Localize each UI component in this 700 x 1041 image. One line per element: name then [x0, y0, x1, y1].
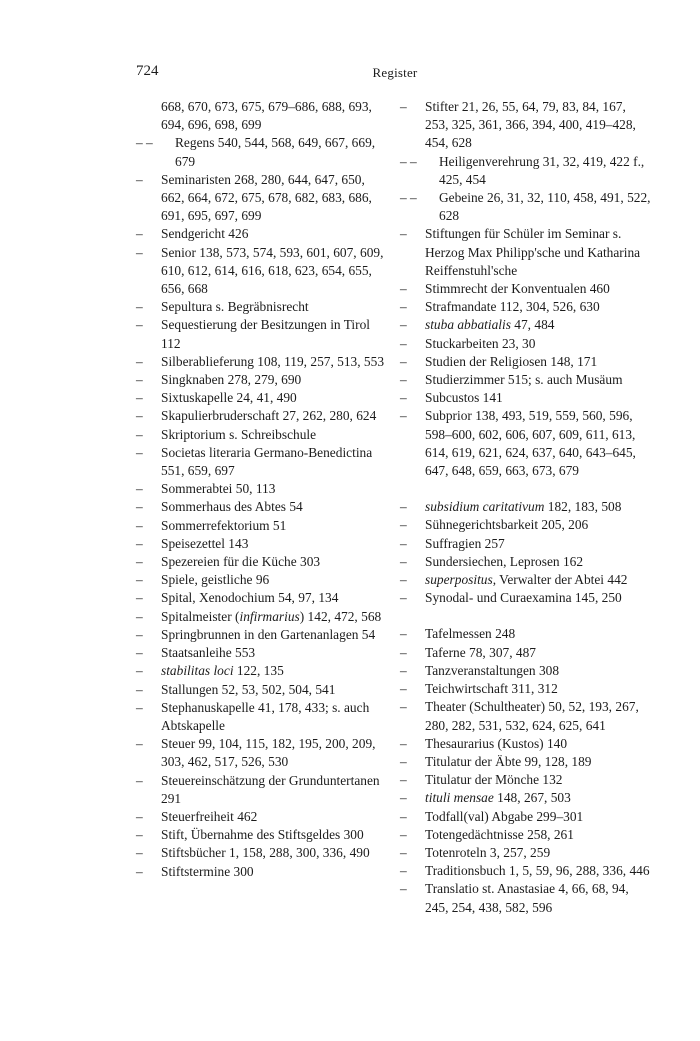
- index-entry: [136, 444, 388, 480]
- index-entry: [136, 681, 388, 699]
- index-entry: [136, 171, 388, 226]
- entry-text: Spital, Xenodochium 54, 97, 134: [161, 590, 339, 606]
- index-entry: [136, 626, 388, 644]
- entry-dash: –: [400, 790, 407, 806]
- entry-dash: –: [400, 517, 407, 533]
- entry-dash: –: [136, 244, 143, 260]
- index-entry: [136, 863, 388, 881]
- entry-text: Stiftungen für Schüler im Seminar s. Herzog Max Philipp'sche und Katharina Reiffenstuhl'sche: [425, 226, 641, 278]
- entry-text: Stimmrecht der Konventualen 460: [425, 281, 610, 297]
- entry-dash: –: [136, 444, 143, 460]
- entry-dash: –: [400, 681, 407, 697]
- index-entry: [136, 772, 388, 808]
- entry-text: Stifter 21, 26, 55, 64, 79, 83, 84, 167, 253, 325, 361, 366, 394, 400, 419–428, 454, 628: [425, 99, 636, 151]
- running-head: Register: [372, 65, 418, 80]
- entry-dash: –: [136, 517, 143, 533]
- index-column-right: [400, 98, 652, 917]
- index-entry: [400, 625, 652, 643]
- entry-text: Gebeine 26, 31, 32, 110, 458, 491, 522, 628: [439, 190, 651, 224]
- entry-text: 668, 670, 673, 675, 679–686, 688, 693, 694, 696, 698, 699: [161, 99, 372, 133]
- index-entry: [400, 589, 652, 607]
- index-entry: [136, 480, 388, 498]
- entry-text: Stiftsbücher 1, 158, 288, 300, 336, 490: [161, 845, 370, 861]
- index-entry: [400, 298, 652, 316]
- entry-dash: –: [400, 644, 407, 660]
- entry-text: Senior 138, 573, 574, 593, 601, 607, 609, 610, 612, 614, 616, 618, 623, 654, 655, 656, 668: [161, 244, 384, 297]
- entry-dash: –: [136, 590, 143, 606]
- entry-text: Stift, Übernahme des Stiftsgeldes 300: [161, 827, 364, 843]
- index-entry: [400, 862, 652, 880]
- index-entry: [400, 826, 652, 844]
- entry-dash: –: [400, 317, 407, 333]
- entry-dash: –: [136, 426, 143, 442]
- entry-text: Totenroteln 3, 257, 259: [425, 844, 551, 860]
- index-entry: [136, 608, 388, 626]
- entry-text: stabilitas loci 122, 135: [161, 663, 284, 679]
- index-entry: [136, 662, 388, 680]
- entry-dash: –: [136, 845, 143, 861]
- entry-text: Synodal- und Curaexamina 145, 250: [425, 590, 622, 606]
- index-entry: [136, 371, 388, 389]
- entry-text: Sommerabtei 50, 113: [161, 481, 276, 497]
- entry-dash: – –: [400, 190, 417, 206]
- entry-dash: –: [400, 590, 407, 606]
- entry-text: Springbrunnen in den Gartenanlagen 54: [161, 626, 376, 642]
- entry-dash: –: [400, 808, 407, 824]
- entry-dash: –: [136, 827, 143, 843]
- index-entry: [400, 698, 652, 734]
- index-entry: [400, 753, 652, 771]
- entry-text: Suffragien 257: [425, 535, 505, 551]
- entry-text: Sommerhaus des Abtes 54: [161, 499, 303, 515]
- entry-dash: –: [400, 772, 407, 788]
- entry-text: Stuckarbeiten 23, 30: [425, 335, 536, 351]
- entry-text: Sequestierung der Besitzungen in Tirol 112: [161, 317, 371, 351]
- entry-text: Steuereinschätzung der Grunduntertanen 291: [161, 772, 380, 806]
- index-entry: [136, 589, 388, 607]
- entry-text: Spezereien für die Küche 303: [161, 554, 321, 570]
- index-entry: [400, 808, 652, 826]
- entry-text: Titulatur der Mönche 132: [425, 772, 563, 788]
- entry-text: Sommerrefektorium 51: [161, 517, 287, 533]
- index-entry: [136, 517, 388, 535]
- index-entry: [400, 335, 652, 353]
- entry-text: Teichwirtschaft 311, 312: [425, 681, 558, 697]
- entry-dash: –: [400, 499, 407, 515]
- entry-dash: –: [400, 844, 407, 860]
- index-entry: [400, 153, 652, 189]
- entry-dash: –: [400, 863, 407, 879]
- entry-text: Skriptorium s. Schreibschule: [161, 426, 317, 442]
- entry-dash: –: [136, 317, 143, 333]
- entry-text: Sixtuskapelle 24, 41, 490: [161, 390, 297, 406]
- entry-gap: [400, 480, 652, 498]
- entry-text: Strafmandate 112, 304, 526, 630: [425, 299, 600, 315]
- entry-text: Staatsanleihe 553: [161, 645, 256, 661]
- entry-dash: –: [136, 390, 143, 406]
- entry-text: Todfall(val) Abgabe 299–301: [425, 808, 584, 824]
- entry-text: Translatio st. Anastasiae 4, 66, 68, 94, 245, 254, 438, 582, 596: [425, 881, 629, 915]
- entry-text: Subcustos 141: [425, 390, 503, 406]
- entry-text: Steuerfreiheit 462: [161, 808, 258, 824]
- index-entry: [400, 389, 652, 407]
- entry-text: Spiele, geistliche 96: [161, 572, 270, 588]
- entry-dash: –: [136, 481, 143, 497]
- entry-dash: –: [400, 699, 407, 715]
- entry-text: Sepultura s. Begräbnisrecht: [161, 299, 309, 315]
- index-entry: [136, 426, 388, 444]
- entry-dash: – –: [136, 135, 153, 151]
- entry-text: Spitalmeister (infirmarius) 142, 472, 568: [161, 608, 382, 624]
- entry-dash: –: [400, 390, 407, 406]
- entry-text: Theater (Schultheater) 50, 52, 193, 267, 280, 282, 531, 532, 624, 625, 641: [425, 699, 639, 733]
- index-entry: [400, 844, 652, 862]
- entry-text: Tanzveranstaltungen 308: [425, 662, 560, 678]
- entry-dash: –: [136, 699, 143, 715]
- entry-text: Singknaben 278, 279, 690: [161, 372, 302, 388]
- index-entry: [400, 316, 652, 334]
- entry-dash: –: [136, 663, 143, 679]
- index-entry: [400, 662, 652, 680]
- entry-dash: –: [136, 535, 143, 551]
- index-entry: [400, 535, 652, 553]
- entry-dash: –: [400, 335, 407, 351]
- index-entry: [136, 571, 388, 589]
- index-entry: [400, 553, 652, 571]
- entry-dash: –: [136, 554, 143, 570]
- index-entry: [136, 316, 388, 352]
- index-entry: [136, 353, 388, 371]
- entry-gap: [400, 607, 652, 625]
- entry-dash: –: [136, 408, 143, 424]
- entry-dash: –: [136, 645, 143, 661]
- index-entry: [136, 244, 388, 299]
- entry-text: Stephanuskapelle 41, 178, 433; s. auch Abtskapelle: [161, 699, 370, 733]
- entry-dash: –: [136, 299, 143, 315]
- entry-dash: –: [136, 863, 143, 879]
- entry-text: Silberablieferung 108, 119, 257, 513, 553: [161, 353, 385, 369]
- index-entry: [136, 134, 388, 170]
- entry-text: Skapulierbruderschaft 27, 262, 280, 624: [161, 408, 377, 424]
- entry-text: superpositus, Verwalter der Abtei 442: [425, 572, 628, 588]
- entry-dash: –: [400, 299, 407, 315]
- index-entry: [400, 771, 652, 789]
- entry-dash: –: [136, 499, 143, 515]
- entry-text: subsidium caritativum 182, 183, 508: [425, 499, 622, 515]
- entry-dash: –: [400, 662, 407, 678]
- entry-dash: –: [136, 353, 143, 369]
- entry-text: Stiftstermine 300: [161, 863, 254, 879]
- index-entry: [136, 225, 388, 243]
- entry-text: Sühnegerichtsbarkeit 205, 206: [425, 517, 589, 533]
- index-entry: [400, 516, 652, 534]
- index-column-left: [136, 98, 388, 881]
- index-entry: [400, 189, 652, 225]
- entry-text: Studierzimmer 515; s. auch Musäum: [425, 372, 623, 388]
- index-entry: [400, 98, 652, 153]
- index-entry: [136, 644, 388, 662]
- entry-text: stuba abbatialis 47, 484: [425, 317, 555, 333]
- index-entry: [136, 699, 388, 735]
- index-entry: [400, 280, 652, 298]
- entry-dash: –: [400, 535, 407, 551]
- entry-dash: –: [136, 772, 143, 788]
- entry-dash: –: [400, 553, 407, 569]
- index-entry: [400, 407, 652, 480]
- index-entry: [136, 407, 388, 425]
- entry-dash: –: [136, 171, 143, 187]
- page-number: 724: [136, 63, 159, 79]
- entry-dash: –: [400, 826, 407, 842]
- entry-dash: –: [400, 281, 407, 297]
- index-entry: [400, 371, 652, 389]
- index-entry: [136, 826, 388, 844]
- entry-text: Steuer 99, 104, 115, 182, 195, 200, 209, 303, 462, 517, 526, 530: [161, 736, 376, 770]
- index-entry: [136, 389, 388, 407]
- entry-dash: –: [136, 372, 143, 388]
- entry-dash: –: [136, 608, 143, 624]
- index-entry: [400, 644, 652, 662]
- entry-text: Taferne 78, 307, 487: [425, 644, 536, 660]
- entry-text: Traditionsbuch 1, 5, 59, 96, 288, 336, 446: [425, 863, 650, 879]
- index-entry: [136, 98, 388, 134]
- entry-dash: – –: [400, 153, 417, 169]
- entry-text: Sundersiechen, Leprosen 162: [425, 553, 584, 569]
- entry-text: Subprior 138, 493, 519, 559, 560, 596, 598–600, 602, 606, 607, 609, 611, 613, 614, 619, 621, 624, 637, 640, 643–645, 647, 648, 659, 663, 673, 679: [425, 408, 636, 479]
- entry-dash: –: [400, 99, 407, 114]
- index-entry: [400, 680, 652, 698]
- index-entry: [136, 498, 388, 516]
- index-entry: [400, 498, 652, 516]
- entry-text: Totengedächtnisse 258, 261: [425, 826, 574, 842]
- entry-text: Sendgericht 426: [161, 226, 249, 242]
- entry-dash: –: [136, 626, 143, 642]
- index-entry: [136, 808, 388, 826]
- entry-dash: –: [400, 881, 407, 897]
- index-entry: [400, 735, 652, 753]
- index-entry: [136, 298, 388, 316]
- index-entry: [136, 535, 388, 553]
- entry-text: Regens 540, 544, 568, 649, 667, 669, 679: [175, 135, 376, 169]
- entry-text: Titulatur der Äbte 99, 128, 189: [425, 753, 592, 769]
- entry-text: Thesaurarius (Kustos) 140: [425, 735, 568, 751]
- entry-dash: –: [136, 681, 143, 697]
- index-entry: [400, 353, 652, 371]
- entry-dash: –: [400, 753, 407, 769]
- entry-dash: –: [400, 735, 407, 751]
- index-entry: [136, 553, 388, 571]
- entry-dash: –: [400, 626, 407, 642]
- index-entry: [136, 735, 388, 771]
- entry-text: tituli mensae 148, 267, 503: [425, 790, 571, 806]
- entry-text: Societas literaria Germano-Benedictina 551, 659, 697: [161, 444, 373, 479]
- index-entry: [136, 844, 388, 862]
- entry-text: Heiligenverehrung 31, 32, 419, 422 f., 425, 454: [439, 153, 645, 187]
- entry-dash: –: [136, 572, 143, 588]
- entry-dash: –: [136, 736, 143, 752]
- entry-text: Stallungen 52, 53, 502, 504, 541: [161, 681, 336, 697]
- entry-dash: –: [136, 808, 143, 824]
- entry-dash: –: [400, 226, 407, 242]
- index-entry: [400, 225, 652, 280]
- entry-dash: –: [400, 372, 407, 388]
- index-entry: [400, 789, 652, 807]
- index-entry: [400, 571, 652, 589]
- entry-text: Speisezettel 143: [161, 535, 249, 551]
- entry-dash: –: [400, 353, 407, 369]
- entry-dash: –: [400, 408, 407, 424]
- entry-dash: –: [400, 572, 407, 588]
- entry-dash: –: [136, 226, 143, 242]
- index-entry: [400, 880, 652, 916]
- entry-text: Seminaristen 268, 280, 644, 647, 650, 662, 664, 672, 675, 678, 682, 683, 686, 691, 695, 697, 699: [161, 171, 372, 224]
- entry-text: Studien der Religiosen 148, 171: [425, 353, 598, 369]
- entry-text: Tafelmessen 248: [425, 626, 516, 642]
